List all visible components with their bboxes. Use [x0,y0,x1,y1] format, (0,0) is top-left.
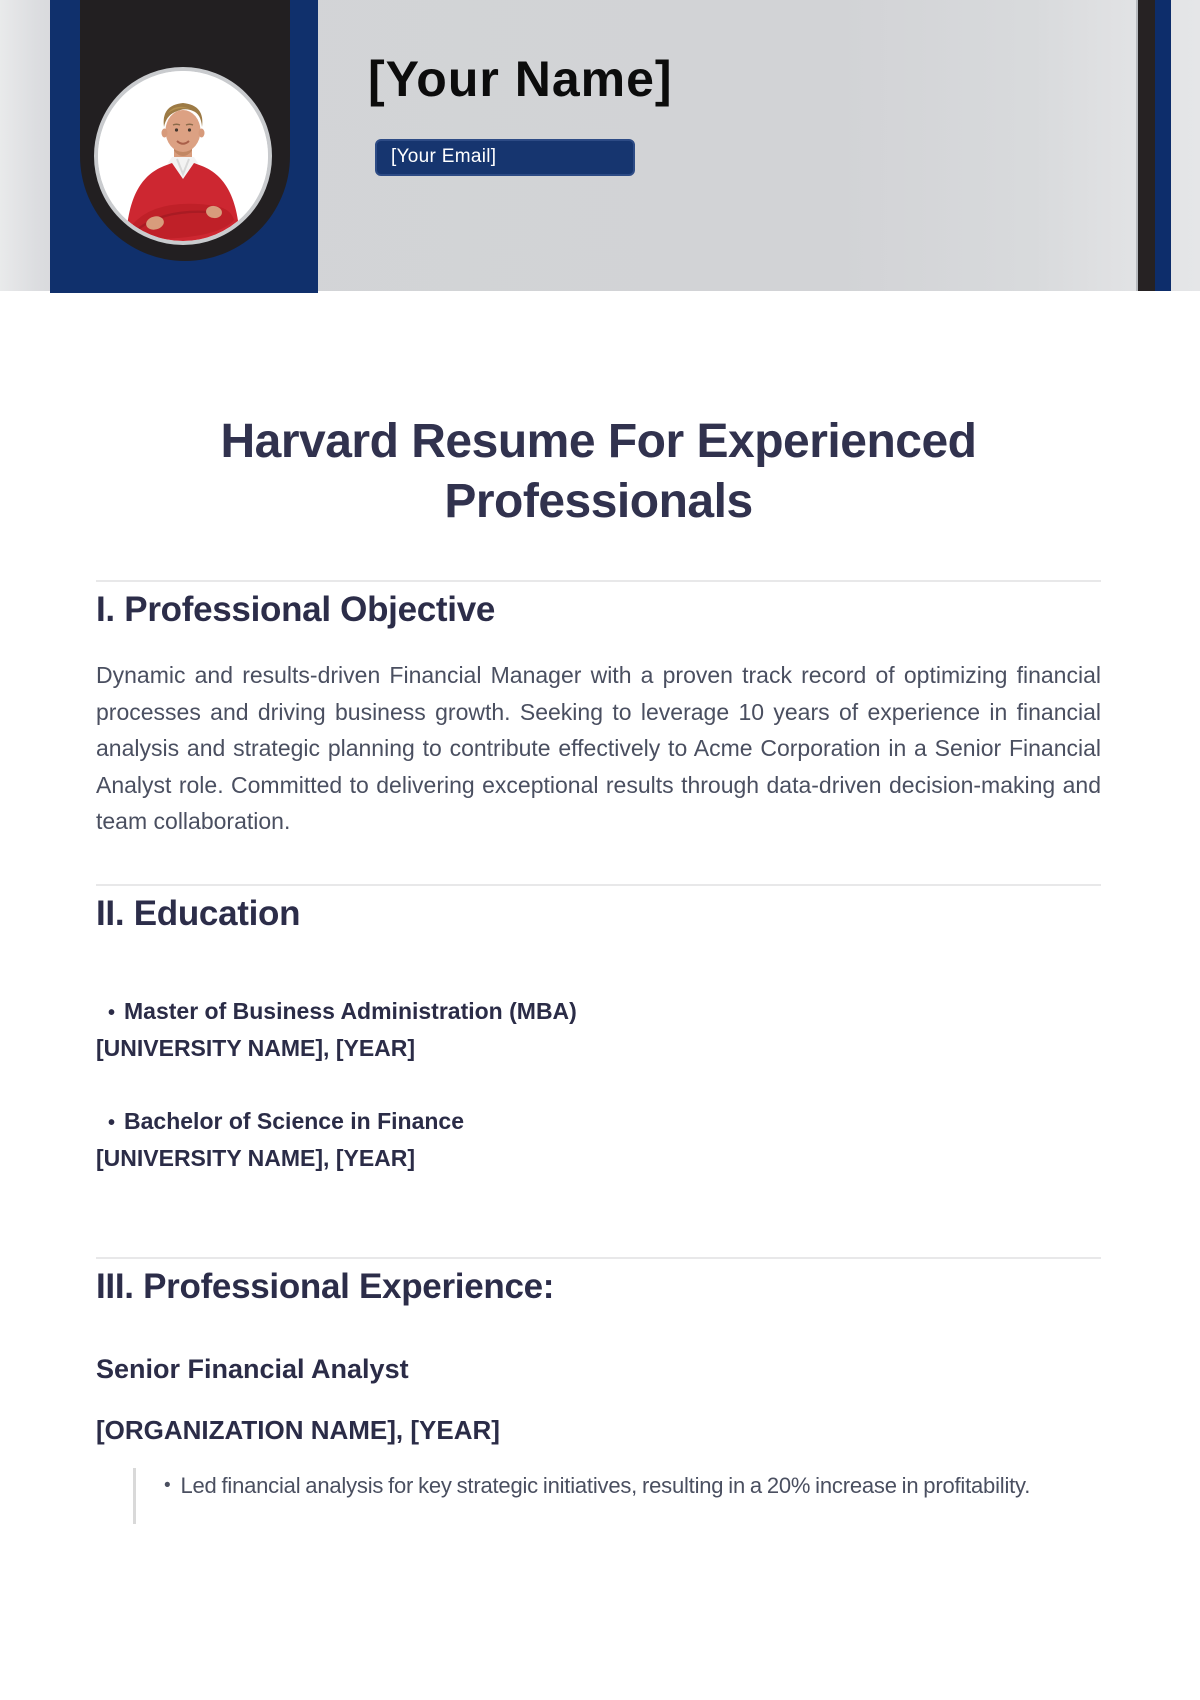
bullet-glyph: • [108,1111,116,1134]
man-in-red-sweater-illustration [98,71,268,241]
experience-bullet-item [164,1468,1069,1505]
section-heading-experience: III. Professional Experience: [96,1266,555,1306]
email-text: [Your Email] [391,146,497,167]
section-professional-objective [96,590,1101,840]
degree-text: Bachelor of Science in Finance [124,1107,465,1134]
divider [96,884,1101,886]
photo-frame [80,0,290,261]
header-left-panel [50,0,318,293]
document-body [0,412,1200,1524]
page-title: Harvard Resume For Experienced Professionals [220,415,977,528]
degree-text: Master of Business Administration (MBA) [124,997,577,1024]
divider [96,580,1101,582]
header-right-blue-stripe [1155,0,1171,291]
section-education [96,894,1101,1173]
name-title: [Your Name] [368,51,673,107]
objective-paragraph: Dynamic and results-driven Financial Manager with a proven track record of optimizing financial processes and driving business growth. Seeking to leverage 10 years of experience in financial analysis and strategic planning to contribute effectively to Acme Corporation in a Senior Financial Analyst role. Committed to delivering exceptional results through data-driven decision-making and team collaboration. [96,662,1101,834]
experience-bullet-text: Led financial analysis for key strategic initiatives, resulting in a 20% increase in profitability. [180,1472,1031,1498]
bullet-glyph: • [108,1001,116,1024]
email-badge [375,139,635,176]
experience-bullet-list [133,1468,1101,1525]
section-professional-experience [96,1267,1101,1525]
section-heading-education: II. Education [96,893,301,933]
profile-photo [94,67,272,245]
education-entry-degree [96,996,1101,1028]
education-entry-detail: [UNIVERSITY NAME], [YEAR] [96,1144,416,1171]
section-heading-objective: I. Professional Objective [96,590,496,629]
header [0,0,1200,291]
header-right-black-stripe [1136,0,1155,291]
divider [96,1257,1101,1259]
education-entry-detail: [UNIVERSITY NAME], [YEAR] [96,1034,416,1061]
bullet-glyph: • [164,1474,171,1496]
education-entry-degree [96,1106,1101,1138]
organization-line: [ORGANIZATION NAME], [YEAR] [96,1414,500,1445]
job-title: Senior Financial Analyst [96,1353,409,1384]
